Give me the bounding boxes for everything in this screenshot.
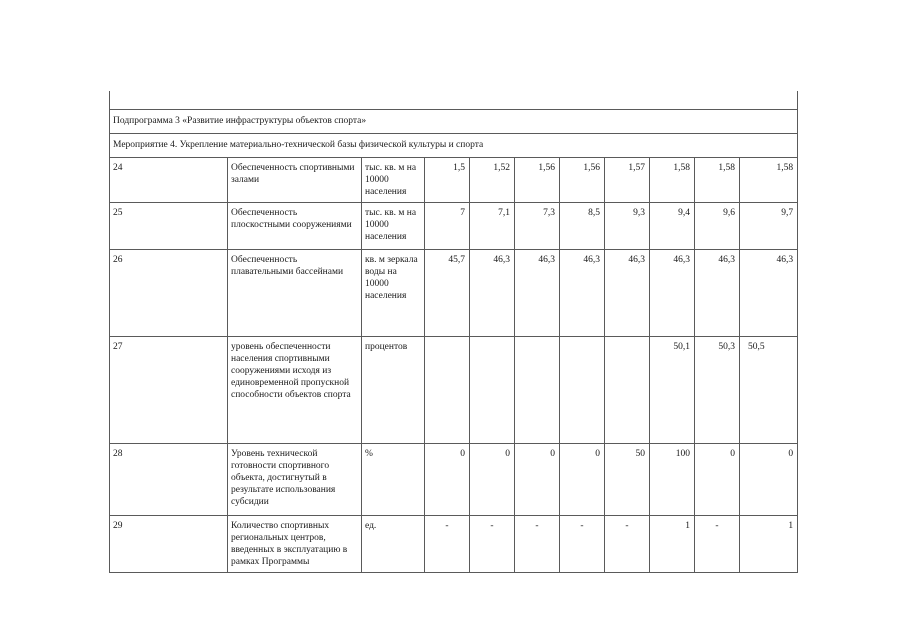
value-cell: 0	[425, 444, 470, 516]
unit-of-measure: %	[362, 444, 425, 516]
value-cell: 0	[740, 444, 798, 516]
value-cell: 0	[695, 444, 740, 516]
indicator-name: Обеспеченность плоскостными сооружениями	[228, 203, 362, 250]
value-cell: -	[425, 516, 470, 573]
value-cell: -	[695, 516, 740, 573]
row-number: 26	[110, 250, 228, 337]
value-cell: 1	[650, 516, 695, 573]
unit-of-measure: процентов	[362, 337, 425, 444]
indicators-table	[109, 91, 798, 573]
table-row	[110, 444, 798, 516]
value-cell: 50,3	[695, 337, 740, 444]
value-cell: 1,56	[515, 158, 560, 203]
value-cell: 1,58	[740, 158, 798, 203]
value-cell: 46,3	[650, 250, 695, 337]
value-cell: 9,3	[605, 203, 650, 250]
value-cell	[425, 337, 470, 444]
value-cell: -	[515, 516, 560, 573]
value-cell: 50,5	[740, 337, 798, 444]
blank-cell	[110, 91, 798, 110]
value-cell: 100	[650, 444, 695, 516]
value-cell: 46,3	[605, 250, 650, 337]
value-cell: -	[470, 516, 515, 573]
value-cell: 50	[605, 444, 650, 516]
unit-of-measure: тыс. кв. м на 10000 населения	[362, 158, 425, 203]
row-number: 24	[110, 158, 228, 203]
unit-of-measure: тыс. кв. м на 10000 населения	[362, 203, 425, 250]
table-row	[110, 516, 798, 573]
value-cell: 0	[515, 444, 560, 516]
table-row	[110, 250, 798, 337]
value-cell: 46,3	[515, 250, 560, 337]
value-cell: 9,7	[740, 203, 798, 250]
row-number: 27	[110, 337, 228, 444]
value-cell: 0	[470, 444, 515, 516]
value-cell: 46,3	[695, 250, 740, 337]
indicator-name: Количество спортивных региональных центров, введенных в эксплуатацию в рамках Программы	[228, 516, 362, 573]
row-number: 29	[110, 516, 228, 573]
indicator-name: Обеспеченность спортивными залами	[228, 158, 362, 203]
value-cell: 1	[740, 516, 798, 573]
value-cell: 1,57	[605, 158, 650, 203]
table-row	[110, 158, 798, 203]
value-cell: -	[605, 516, 650, 573]
row-number: 25	[110, 203, 228, 250]
table-row	[110, 337, 798, 444]
value-cell: -	[560, 516, 605, 573]
value-cell: 50,1	[650, 337, 695, 444]
value-cell: 7,3	[515, 203, 560, 250]
value-cell: 1,52	[470, 158, 515, 203]
indicator-name: Обеспеченность плавательными бассейнами	[228, 250, 362, 337]
measure-title: Мероприятие 4. Укрепление материально-технической базы физической культуры и спорта	[110, 134, 798, 158]
value-cell: 7	[425, 203, 470, 250]
row-number: 28	[110, 444, 228, 516]
value-cell: 45,7	[425, 250, 470, 337]
value-cell: 8,5	[560, 203, 605, 250]
table-row	[110, 203, 798, 250]
subprogram-row	[110, 110, 798, 134]
value-cell	[515, 337, 560, 444]
value-cell	[470, 337, 515, 444]
value-cell: 1,56	[560, 158, 605, 203]
value-cell	[605, 337, 650, 444]
value-cell: 7,1	[470, 203, 515, 250]
value-cell: 1,58	[650, 158, 695, 203]
table-top-blank-row	[110, 91, 798, 110]
value-cell: 1,58	[695, 158, 740, 203]
value-cell	[560, 337, 605, 444]
indicator-name: уровень обеспеченности населения спортивными сооружениями исходя из единовременной пропускной способности объектов спорта	[228, 337, 362, 444]
value-cell: 9,4	[650, 203, 695, 250]
value-cell: 46,3	[740, 250, 798, 337]
value-cell: 46,3	[470, 250, 515, 337]
unit-of-measure: ед.	[362, 516, 425, 573]
value-cell: 46,3	[560, 250, 605, 337]
measure-row	[110, 134, 798, 158]
unit-of-measure: кв. м зеркала воды на 10000 населения	[362, 250, 425, 337]
value-cell: 0	[560, 444, 605, 516]
value-cell: 9,6	[695, 203, 740, 250]
subprogram-title: Подпрограмма 3 «Развитие инфраструктуры объектов спорта»	[110, 110, 798, 134]
indicator-name: Уровень технической готовности спортивного объекта, достигнутый в результате использования субсидии	[228, 444, 362, 516]
value-cell: 1,5	[425, 158, 470, 203]
